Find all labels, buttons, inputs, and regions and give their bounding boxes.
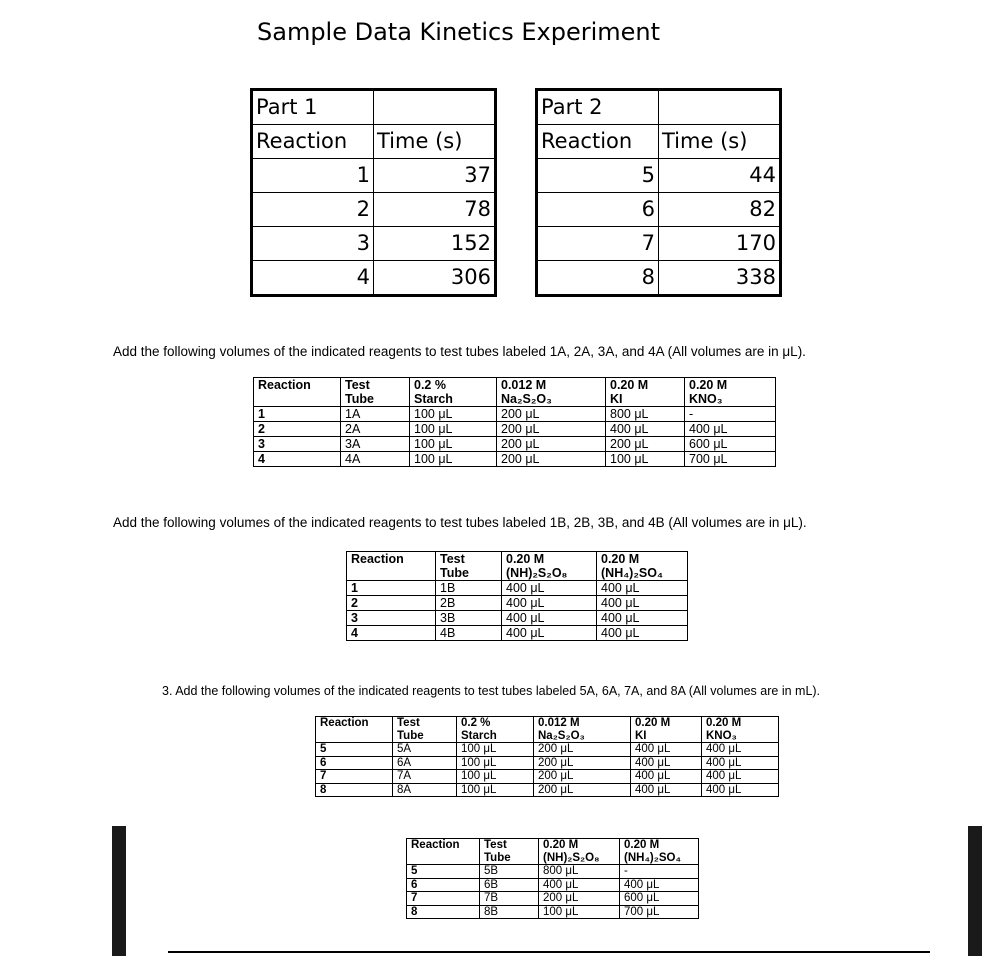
table-cell: 1A xyxy=(341,407,410,422)
table-row xyxy=(407,878,699,892)
table-cell xyxy=(659,90,781,125)
table-row xyxy=(537,193,781,227)
table-cell: 3 xyxy=(252,227,374,261)
table-cell: 4 xyxy=(252,261,374,296)
table-cell: 200 μL xyxy=(497,422,606,437)
table-cell: 7B xyxy=(480,892,539,906)
table-cell: 400 μL xyxy=(597,611,688,626)
table-cell: 200 μL xyxy=(497,452,606,467)
column-header: Reaction xyxy=(407,839,480,852)
column-header: 0.20 M xyxy=(606,378,685,393)
table-row xyxy=(537,125,781,159)
header-row xyxy=(316,717,779,730)
table-cell: 200 μL xyxy=(534,770,631,784)
table-cell: 200 μL xyxy=(534,743,631,757)
header-row xyxy=(347,552,688,567)
table-cell: - xyxy=(685,407,776,422)
table-cell: 8B xyxy=(480,905,539,919)
bottom-divider xyxy=(168,951,930,953)
table-cell: 3A xyxy=(341,437,410,452)
table-cell: 44 xyxy=(659,159,781,193)
table-cell: 82 xyxy=(659,193,781,227)
table-cell: 78 xyxy=(374,193,496,227)
table-cell: 152 xyxy=(374,227,496,261)
column-header: Reaction xyxy=(347,552,436,567)
table-row xyxy=(252,261,496,296)
column-header: KI xyxy=(631,730,702,743)
table-cell: 2B xyxy=(436,596,502,611)
table-cell: 400 μL xyxy=(502,596,597,611)
table-cell: 2 xyxy=(254,422,341,437)
table-cell: 400 μL xyxy=(502,581,597,596)
table-cell: 700 μL xyxy=(620,905,699,919)
table-cell: 400 μL xyxy=(631,756,702,770)
column-header: 0.20 M xyxy=(597,552,688,567)
table-cell: - xyxy=(620,865,699,879)
column-header: 0.20 M xyxy=(620,839,699,852)
column-header: Time (s) xyxy=(374,125,496,159)
part2-table xyxy=(535,88,782,297)
table-cell: 4 xyxy=(347,626,436,641)
table-cell: 3 xyxy=(347,611,436,626)
table-cell: 400 μL xyxy=(702,743,779,757)
column-header: Starch xyxy=(457,730,534,743)
table-cell: 6B xyxy=(480,878,539,892)
table-row xyxy=(407,865,699,879)
header-row xyxy=(254,378,776,393)
table-cell: Part 2 xyxy=(537,90,659,125)
table-cell: 400 μL xyxy=(502,626,597,641)
table-cell: 6 xyxy=(537,193,659,227)
table-row xyxy=(407,905,699,919)
table-cell: 1 xyxy=(347,581,436,596)
table-cell: 170 xyxy=(659,227,781,261)
table-cell: 200 μL xyxy=(534,756,631,770)
table-cell: 7 xyxy=(316,770,393,784)
column-header: KNO₃ xyxy=(685,392,776,407)
table-cell xyxy=(374,90,496,125)
table-cell: 400 μL xyxy=(606,422,685,437)
column-header: 0.20 M xyxy=(502,552,597,567)
table-cell: 200 μL xyxy=(539,892,620,906)
table-cell: 400 μL xyxy=(597,626,688,641)
table-row xyxy=(254,437,776,452)
left-edge-bar xyxy=(112,826,126,956)
table-cell: 5 xyxy=(407,865,480,879)
header-row xyxy=(347,566,688,581)
column-header: Na₂S₂O₃ xyxy=(534,730,631,743)
table-cell: 100 μL xyxy=(457,756,534,770)
column-header: 0.20 M xyxy=(631,717,702,730)
table-cell: 600 μL xyxy=(685,437,776,452)
column-header xyxy=(254,392,341,407)
table-row xyxy=(252,159,496,193)
reagent-table-d xyxy=(406,838,699,919)
table-row xyxy=(537,159,781,193)
table-cell: 1 xyxy=(252,159,374,193)
column-header: Test xyxy=(480,839,539,852)
table-cell: 5B xyxy=(480,865,539,879)
table-cell: 3B xyxy=(436,611,502,626)
table-cell: 5 xyxy=(537,159,659,193)
table-cell: 100 μL xyxy=(606,452,685,467)
column-header xyxy=(347,566,436,581)
table-cell: 200 μL xyxy=(497,407,606,422)
table-cell: 2 xyxy=(252,193,374,227)
table-row xyxy=(254,407,776,422)
column-header: Test xyxy=(436,552,502,567)
table-row xyxy=(316,743,779,757)
table-cell: 400 μL xyxy=(502,611,597,626)
table-cell: 8 xyxy=(407,905,480,919)
table-cell: 2A xyxy=(341,422,410,437)
column-header: Test xyxy=(393,717,457,730)
column-header: (NH₄)₂SO₄ xyxy=(620,852,699,865)
table-row xyxy=(537,261,781,296)
table-cell: 400 μL xyxy=(597,581,688,596)
column-header: Test xyxy=(341,378,410,393)
column-header: (NH₄)₂SO₄ xyxy=(597,566,688,581)
table-cell: 100 μL xyxy=(539,905,620,919)
column-header: Reaction xyxy=(537,125,659,159)
table-cell: 6A xyxy=(393,756,457,770)
column-header: (NH)₂S₂O₈ xyxy=(502,566,597,581)
table-cell: 800 μL xyxy=(606,407,685,422)
header-row xyxy=(407,852,699,865)
table-cell: 100 μL xyxy=(457,783,534,797)
column-header: (NH)₂S₂O₈ xyxy=(539,852,620,865)
table-row xyxy=(252,227,496,261)
table-cell: 5 xyxy=(316,743,393,757)
table-row xyxy=(347,626,688,641)
header-row xyxy=(254,392,776,407)
table-cell: 2 xyxy=(347,596,436,611)
column-header: 0.2 % xyxy=(410,378,497,393)
table-cell: 8 xyxy=(316,783,393,797)
page-title: Sample Data Kinetics Experiment xyxy=(257,18,661,46)
table-cell: 4B xyxy=(436,626,502,641)
column-header: Na₂S₂O₃ xyxy=(497,392,606,407)
table-cell: 1 xyxy=(254,407,341,422)
column-header: Tube xyxy=(436,566,502,581)
table-cell: 400 μL xyxy=(631,783,702,797)
instruction-caption-2: Add the following volumes of the indicated reagents to test tubes labeled 1B, 2B, 3B, and 4B (All volumes are in μL). xyxy=(113,515,807,530)
column-header: Reaction xyxy=(252,125,374,159)
column-header: Tube xyxy=(480,852,539,865)
table-cell: 200 μL xyxy=(534,783,631,797)
part1-table xyxy=(250,88,497,297)
table-cell: 4A xyxy=(341,452,410,467)
table-cell: 100 μL xyxy=(410,422,497,437)
table-cell: 200 μL xyxy=(497,437,606,452)
table-row xyxy=(252,125,496,159)
table-row xyxy=(537,90,781,125)
table-cell: Part 1 xyxy=(252,90,374,125)
column-header: Tube xyxy=(393,730,457,743)
right-edge-bar xyxy=(968,826,982,956)
table-cell: 5A xyxy=(393,743,457,757)
table-cell: 100 μL xyxy=(410,452,497,467)
table-cell: 7A xyxy=(393,770,457,784)
table-cell: 100 μL xyxy=(410,407,497,422)
table-cell: 400 μL xyxy=(539,878,620,892)
column-header: KNO₃ xyxy=(702,730,779,743)
table-cell: 400 μL xyxy=(597,596,688,611)
column-header: Reaction xyxy=(316,717,393,730)
table-cell: 100 μL xyxy=(410,437,497,452)
table-cell: 8 xyxy=(537,261,659,296)
reagent-table-a xyxy=(253,377,776,467)
table-cell: 3 xyxy=(254,437,341,452)
table-row xyxy=(347,611,688,626)
table-cell: 400 μL xyxy=(631,770,702,784)
table-row xyxy=(252,90,496,125)
column-header: 0.012 M xyxy=(497,378,606,393)
table-cell: 306 xyxy=(374,261,496,296)
table-row xyxy=(347,581,688,596)
table-cell: 400 μL xyxy=(702,756,779,770)
table-cell: 6 xyxy=(407,878,480,892)
table-cell: 400 μL xyxy=(702,770,779,784)
table-cell: 600 μL xyxy=(620,892,699,906)
table-row xyxy=(347,596,688,611)
column-header: 0.20 M xyxy=(539,839,620,852)
table-cell: 100 μL xyxy=(457,770,534,784)
column-header: 0.20 M xyxy=(702,717,779,730)
table-cell: 400 μL xyxy=(631,743,702,757)
table-row xyxy=(316,770,779,784)
table-cell: 100 μL xyxy=(457,743,534,757)
table-cell: 400 μL xyxy=(685,422,776,437)
table-cell: 4 xyxy=(254,452,341,467)
column-header xyxy=(316,730,393,743)
reagent-table-b xyxy=(346,551,688,641)
reagent-table-c xyxy=(315,716,779,797)
column-header xyxy=(407,852,480,865)
instruction-caption-3: 3. Add the following volumes of the indicated reagents to test tubes labeled 5A, 6A, 7A, and 8A (All volumes are in mL). xyxy=(162,684,821,698)
table-row xyxy=(407,892,699,906)
column-header: 0.012 M xyxy=(534,717,631,730)
table-row xyxy=(254,422,776,437)
table-cell: 200 μL xyxy=(606,437,685,452)
table-cell: 7 xyxy=(407,892,480,906)
table-cell: 400 μL xyxy=(702,783,779,797)
table-cell: 400 μL xyxy=(620,878,699,892)
column-header: Starch xyxy=(410,392,497,407)
instruction-caption-1: Add the following volumes of the indicated reagents to test tubes labeled 1A, 2A, 3A, and 4A (All volumes are in μL). xyxy=(113,344,806,359)
column-header: 0.20 M xyxy=(685,378,776,393)
table-row xyxy=(537,227,781,261)
table-row xyxy=(316,756,779,770)
table-cell: 338 xyxy=(659,261,781,296)
column-header: 0.2 % xyxy=(457,717,534,730)
table-cell: 6 xyxy=(316,756,393,770)
table-cell: 37 xyxy=(374,159,496,193)
table-row xyxy=(252,193,496,227)
column-header: Tube xyxy=(341,392,410,407)
table-cell: 800 μL xyxy=(539,865,620,879)
column-header: Time (s) xyxy=(659,125,781,159)
table-cell: 700 μL xyxy=(685,452,776,467)
column-header: Reaction xyxy=(254,378,341,393)
table-cell: 1B xyxy=(436,581,502,596)
table-row xyxy=(316,783,779,797)
table-cell: 7 xyxy=(537,227,659,261)
header-row xyxy=(316,730,779,743)
header-row xyxy=(407,839,699,852)
table-cell: 8A xyxy=(393,783,457,797)
column-header: KI xyxy=(606,392,685,407)
table-row xyxy=(254,452,776,467)
